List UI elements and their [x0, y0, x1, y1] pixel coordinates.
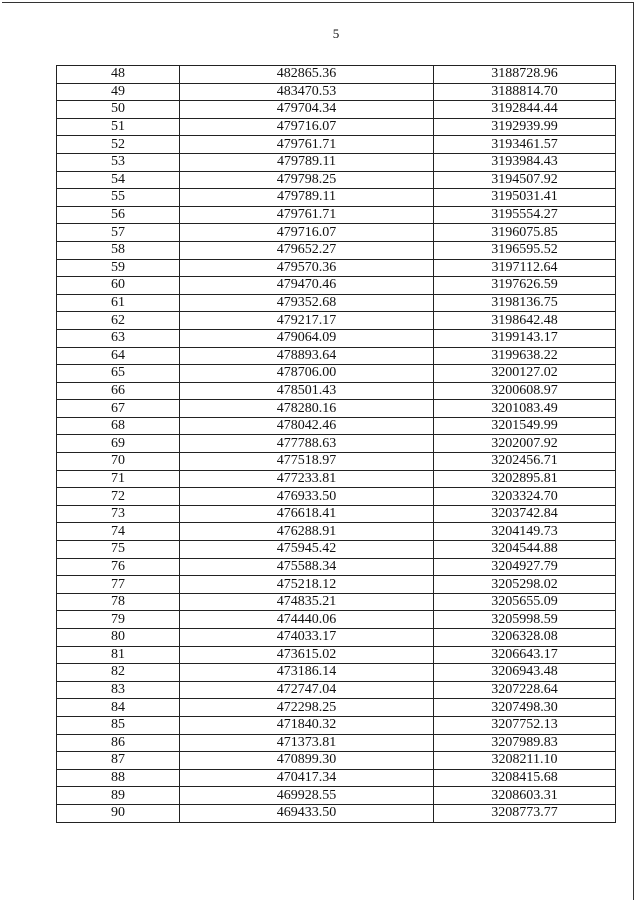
- x-coordinate-cell: 479716.07: [180, 224, 434, 242]
- table-row: [57, 277, 616, 295]
- point-number-cell: 69: [57, 435, 180, 453]
- table-row: [57, 716, 616, 734]
- table-row: [57, 576, 616, 594]
- y-coordinate-cell: 3201083.49: [434, 400, 616, 418]
- point-number-cell: 81: [57, 646, 180, 664]
- table-row: [57, 453, 616, 471]
- x-coordinate-cell: 479570.36: [180, 259, 434, 277]
- table-row: [57, 417, 616, 435]
- point-number-cell: 53: [57, 153, 180, 171]
- x-coordinate-cell: 474835.21: [180, 593, 434, 611]
- table-row: [57, 66, 616, 84]
- point-number-cell: 64: [57, 347, 180, 365]
- point-number-cell: 56: [57, 206, 180, 224]
- y-coordinate-cell: 3205655.09: [434, 593, 616, 611]
- table-row: [57, 83, 616, 101]
- y-coordinate-cell: 3198136.75: [434, 294, 616, 312]
- table-row: [57, 347, 616, 365]
- point-number-cell: 50: [57, 101, 180, 119]
- y-coordinate-cell: 3197626.59: [434, 277, 616, 295]
- table-row: [57, 611, 616, 629]
- point-number-cell: 62: [57, 312, 180, 330]
- table-row: [57, 224, 616, 242]
- y-coordinate-cell: 3196595.52: [434, 241, 616, 259]
- table-row: [57, 136, 616, 154]
- x-coordinate-cell: 472747.04: [180, 681, 434, 699]
- x-coordinate-cell: 472298.25: [180, 699, 434, 717]
- x-coordinate-cell: 479352.68: [180, 294, 434, 312]
- table-row: [57, 241, 616, 259]
- point-number-cell: 63: [57, 329, 180, 347]
- y-coordinate-cell: 3208773.77: [434, 804, 616, 822]
- x-coordinate-cell: 469928.55: [180, 787, 434, 805]
- point-number-cell: 58: [57, 241, 180, 259]
- y-coordinate-cell: 3205998.59: [434, 611, 616, 629]
- table-row: [57, 259, 616, 277]
- x-coordinate-cell: 474440.06: [180, 611, 434, 629]
- y-coordinate-cell: 3208603.31: [434, 787, 616, 805]
- y-coordinate-cell: 3208211.10: [434, 752, 616, 770]
- x-coordinate-cell: 478280.16: [180, 400, 434, 418]
- table-row: [57, 400, 616, 418]
- x-coordinate-cell: 478501.43: [180, 382, 434, 400]
- y-coordinate-cell: 3205298.02: [434, 576, 616, 594]
- y-coordinate-cell: 3195554.27: [434, 206, 616, 224]
- x-coordinate-cell: 479704.34: [180, 101, 434, 119]
- y-coordinate-cell: 3207228.64: [434, 681, 616, 699]
- coordinates-table: [56, 65, 616, 823]
- point-number-cell: 61: [57, 294, 180, 312]
- point-number-cell: 48: [57, 66, 180, 84]
- table-row: [57, 488, 616, 506]
- x-coordinate-cell: 483470.53: [180, 83, 434, 101]
- y-coordinate-cell: 3202456.71: [434, 453, 616, 471]
- table-row: [57, 541, 616, 559]
- table-row: [57, 312, 616, 330]
- table-row: [57, 787, 616, 805]
- point-number-cell: 89: [57, 787, 180, 805]
- point-number-cell: 70: [57, 453, 180, 471]
- y-coordinate-cell: 3203324.70: [434, 488, 616, 506]
- y-coordinate-cell: 3200608.97: [434, 382, 616, 400]
- table-row: [57, 593, 616, 611]
- point-number-cell: 76: [57, 558, 180, 576]
- x-coordinate-cell: 479652.27: [180, 241, 434, 259]
- table-row: [57, 752, 616, 770]
- table-row: [57, 206, 616, 224]
- x-coordinate-cell: 477233.81: [180, 470, 434, 488]
- y-coordinate-cell: 3208415.68: [434, 769, 616, 787]
- table-row: [57, 153, 616, 171]
- y-coordinate-cell: 3195031.41: [434, 189, 616, 207]
- y-coordinate-cell: 3201549.99: [434, 417, 616, 435]
- table-row: [57, 470, 616, 488]
- x-coordinate-cell: 479716.07: [180, 118, 434, 136]
- y-coordinate-cell: 3197112.64: [434, 259, 616, 277]
- x-coordinate-cell: 479798.25: [180, 171, 434, 189]
- x-coordinate-cell: 475588.34: [180, 558, 434, 576]
- point-number-cell: 84: [57, 699, 180, 717]
- y-coordinate-cell: 3194507.92: [434, 171, 616, 189]
- y-coordinate-cell: 3207498.30: [434, 699, 616, 717]
- x-coordinate-cell: 479217.17: [180, 312, 434, 330]
- table-row: [57, 646, 616, 664]
- point-number-cell: 74: [57, 523, 180, 541]
- point-number-cell: 71: [57, 470, 180, 488]
- x-coordinate-cell: 479761.71: [180, 136, 434, 154]
- x-coordinate-cell: 478706.00: [180, 365, 434, 383]
- x-coordinate-cell: 479470.46: [180, 277, 434, 295]
- table-row: [57, 804, 616, 822]
- y-coordinate-cell: 3207989.83: [434, 734, 616, 752]
- point-number-cell: 83: [57, 681, 180, 699]
- y-coordinate-cell: 3200127.02: [434, 365, 616, 383]
- y-coordinate-cell: 3196075.85: [434, 224, 616, 242]
- x-coordinate-cell: 479761.71: [180, 206, 434, 224]
- point-number-cell: 77: [57, 576, 180, 594]
- point-number-cell: 49: [57, 83, 180, 101]
- table-row: [57, 558, 616, 576]
- point-number-cell: 88: [57, 769, 180, 787]
- y-coordinate-cell: 3198642.48: [434, 312, 616, 330]
- table-row: [57, 365, 616, 383]
- x-coordinate-cell: 473186.14: [180, 664, 434, 682]
- table-row: [57, 171, 616, 189]
- point-number-cell: 57: [57, 224, 180, 242]
- x-coordinate-cell: 479064.09: [180, 329, 434, 347]
- x-coordinate-cell: 477788.63: [180, 435, 434, 453]
- table-row: [57, 294, 616, 312]
- table-row: [57, 734, 616, 752]
- point-number-cell: 55: [57, 189, 180, 207]
- table-row: [57, 699, 616, 717]
- y-coordinate-cell: 3199638.22: [434, 347, 616, 365]
- y-coordinate-cell: 3206328.08: [434, 629, 616, 647]
- x-coordinate-cell: 471840.32: [180, 716, 434, 734]
- point-number-cell: 51: [57, 118, 180, 136]
- x-coordinate-cell: 474033.17: [180, 629, 434, 647]
- y-coordinate-cell: 3188814.70: [434, 83, 616, 101]
- y-coordinate-cell: 3193984.43: [434, 153, 616, 171]
- y-coordinate-cell: 3202895.81: [434, 470, 616, 488]
- point-number-cell: 68: [57, 417, 180, 435]
- point-number-cell: 54: [57, 171, 180, 189]
- x-coordinate-cell: 471373.81: [180, 734, 434, 752]
- table-row: [57, 118, 616, 136]
- table-row: [57, 329, 616, 347]
- x-coordinate-cell: 476618.41: [180, 505, 434, 523]
- point-number-cell: 73: [57, 505, 180, 523]
- point-number-cell: 82: [57, 664, 180, 682]
- point-number-cell: 65: [57, 365, 180, 383]
- point-number-cell: 67: [57, 400, 180, 418]
- y-coordinate-cell: 3204149.73: [434, 523, 616, 541]
- point-number-cell: 59: [57, 259, 180, 277]
- x-coordinate-cell: 478893.64: [180, 347, 434, 365]
- y-coordinate-cell: 3204927.79: [434, 558, 616, 576]
- x-coordinate-cell: 479789.11: [180, 189, 434, 207]
- y-coordinate-cell: 3207752.13: [434, 716, 616, 734]
- table-row: [57, 629, 616, 647]
- x-coordinate-cell: 478042.46: [180, 417, 434, 435]
- y-coordinate-cell: 3192844.44: [434, 101, 616, 119]
- point-number-cell: 75: [57, 541, 180, 559]
- point-number-cell: 79: [57, 611, 180, 629]
- y-coordinate-cell: 3193461.57: [434, 136, 616, 154]
- x-coordinate-cell: 475218.12: [180, 576, 434, 594]
- x-coordinate-cell: 470417.34: [180, 769, 434, 787]
- y-coordinate-cell: 3203742.84: [434, 505, 616, 523]
- point-number-cell: 87: [57, 752, 180, 770]
- y-coordinate-cell: 3192939.99: [434, 118, 616, 136]
- table-row: [57, 769, 616, 787]
- table-row: [57, 435, 616, 453]
- x-coordinate-cell: 477518.97: [180, 453, 434, 471]
- table-row: [57, 189, 616, 207]
- x-coordinate-cell: 476288.91: [180, 523, 434, 541]
- x-coordinate-cell: 479789.11: [180, 153, 434, 171]
- y-coordinate-cell: 3199143.17: [434, 329, 616, 347]
- point-number-cell: 72: [57, 488, 180, 506]
- table-row: [57, 664, 616, 682]
- x-coordinate-cell: 469433.50: [180, 804, 434, 822]
- y-coordinate-cell: 3188728.96: [434, 66, 616, 84]
- point-number-cell: 86: [57, 734, 180, 752]
- point-number-cell: 90: [57, 804, 180, 822]
- y-coordinate-cell: 3202007.92: [434, 435, 616, 453]
- y-coordinate-cell: 3206943.48: [434, 664, 616, 682]
- point-number-cell: 60: [57, 277, 180, 295]
- x-coordinate-cell: 482865.36: [180, 66, 434, 84]
- x-coordinate-cell: 473615.02: [180, 646, 434, 664]
- table-row: [57, 101, 616, 119]
- x-coordinate-cell: 470899.30: [180, 752, 434, 770]
- x-coordinate-cell: 476933.50: [180, 488, 434, 506]
- point-number-cell: 52: [57, 136, 180, 154]
- point-number-cell: 78: [57, 593, 180, 611]
- y-coordinate-cell: 3206643.17: [434, 646, 616, 664]
- table-row: [57, 523, 616, 541]
- coordinates-table-body: [57, 66, 616, 823]
- x-coordinate-cell: 475945.42: [180, 541, 434, 559]
- page-number: 5: [332, 26, 340, 41]
- table-row: [57, 382, 616, 400]
- point-number-cell: 85: [57, 716, 180, 734]
- point-number-cell: 80: [57, 629, 180, 647]
- y-coordinate-cell: 3204544.88: [434, 541, 616, 559]
- table-row: [57, 505, 616, 523]
- point-number-cell: 66: [57, 382, 180, 400]
- table-row: [57, 681, 616, 699]
